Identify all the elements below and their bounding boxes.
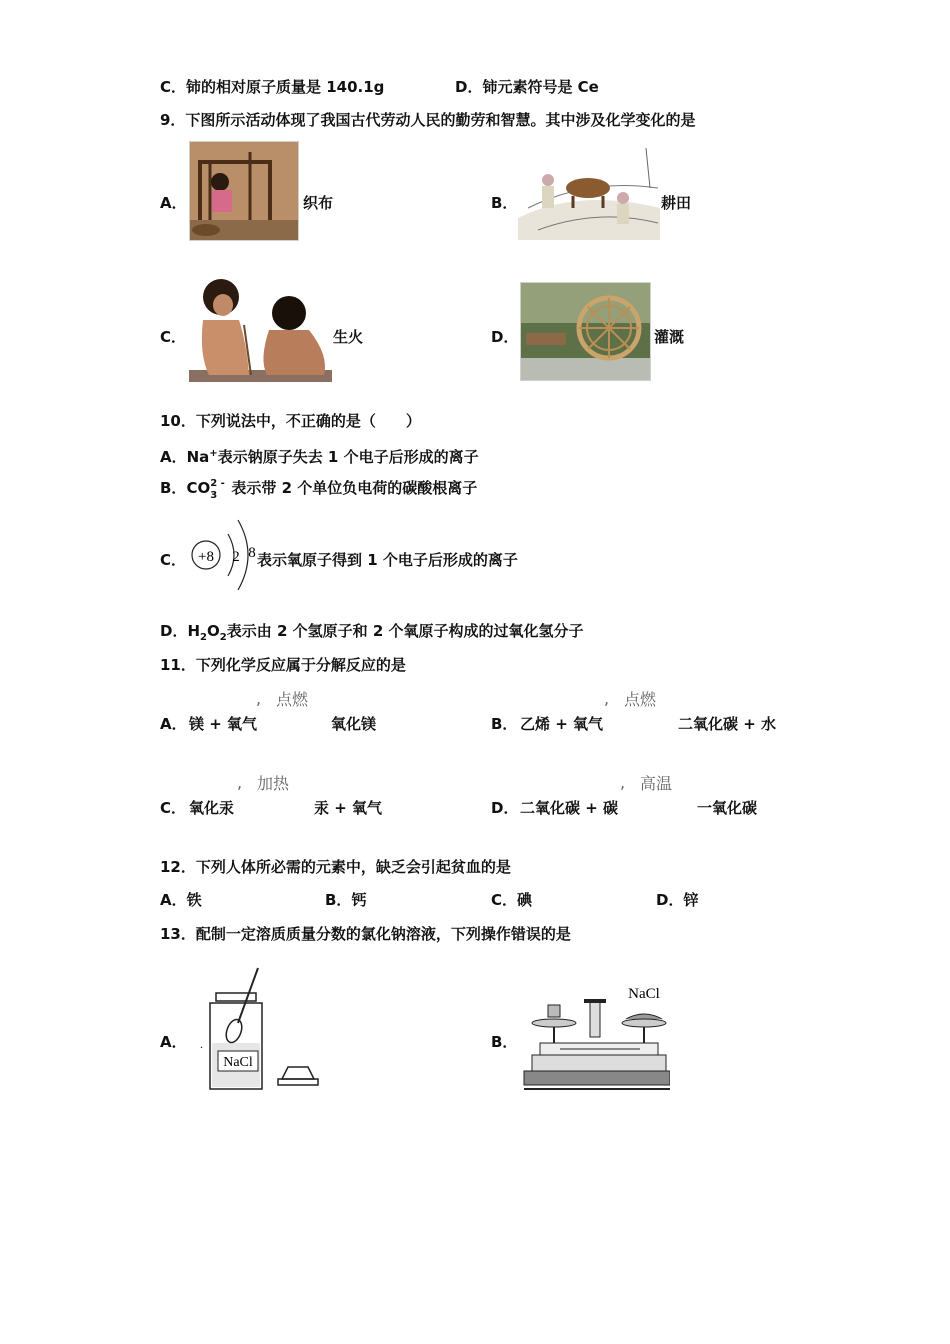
q8-option-c: C．铈的相对原子质量是 140.1g <box>160 78 385 96</box>
subscript: 2 <box>200 632 207 643</box>
q12-stem: 12．下列人体所必需的元素中，缺乏会引起贫血的是 <box>160 858 511 876</box>
chem-formula: Na <box>186 448 210 466</box>
q10-letter-c: C． <box>160 551 187 569</box>
q10-stem: 10．下列说法中，不正确的是（ ） <box>160 412 421 430</box>
pan-label: NaCl <box>628 986 660 1002</box>
shell-2-electrons: 8 <box>248 545 256 561</box>
q11-stem: 11．下列化学反应属于分解反应的是 <box>160 656 406 674</box>
chem-formula: O <box>206 622 220 640</box>
q12-option-a: A．铁 <box>160 891 202 909</box>
svg-text:.: . <box>200 1037 203 1051</box>
oxygen-ion-structure-diagram <box>188 512 260 592</box>
weaving-image <box>189 141 299 241</box>
q9-label-c: 生火 <box>333 328 364 346</box>
q11-letter-b: B． <box>491 715 518 733</box>
q12-option-d: D．锌 <box>656 891 699 909</box>
q11-a-condition: 点燃 <box>276 690 309 709</box>
q11-letter-d: D． <box>491 799 519 817</box>
q11-b-reactants: 乙烯 + 氧气 <box>520 715 604 733</box>
q10-option-c-text: 表示氧原子得到 1 个电子后形成的离子 <box>257 551 518 569</box>
chem-formula: H <box>187 622 201 640</box>
q9-letter-c: C． <box>160 328 187 346</box>
reaction-arrow-mark: , <box>620 773 626 792</box>
q9-letter-a: A． <box>160 194 187 212</box>
nucleus-charge: +8 <box>198 549 214 565</box>
option-text: 表示带 2 个单位负电荷的碳酸根离子 <box>226 479 478 497</box>
q11-d-condition: 高温 <box>640 774 673 793</box>
chem-formula: CO <box>186 479 211 497</box>
q12-option-c: C．碘 <box>491 891 533 909</box>
subscript: 2 <box>219 632 227 643</box>
q11-b-condition: 点燃 <box>624 690 657 709</box>
q11-c-condition: 加热 <box>257 774 290 793</box>
q13-letter-a: A． <box>160 1033 187 1051</box>
q13-letter-b: B． <box>491 1033 518 1051</box>
balance-scale-diagram <box>520 981 670 1093</box>
q10-option-a <box>160 444 479 467</box>
q9-stem: 9．下图所示活动体现了我国古代劳动人民的勤劳和智慧。其中涉及化学变化的是 <box>160 111 696 129</box>
q11-d-products: 一氧化碳 <box>697 799 758 817</box>
q11-c-reactants: 氧化汞 <box>189 799 235 817</box>
q10-option-b <box>160 478 478 501</box>
option-text: 表示由 2 个氢原子和 2 个氧原子构成的过氧化氢分子 <box>226 622 584 640</box>
ion-charge: 2 - <box>210 478 225 489</box>
reaction-arrow-mark: , <box>237 773 243 792</box>
q11-c-products: 汞 + 氧气 <box>314 799 383 817</box>
q9-label-b: 耕田 <box>661 194 692 212</box>
q13-stem: 13．配制一定溶质质量分数的氯化钠溶液，下列操作错误的是 <box>160 925 571 943</box>
q12-option-b: B．钙 <box>325 891 367 909</box>
shell-1-electrons: 2 <box>232 549 240 565</box>
fire-making-image <box>189 275 332 382</box>
reaction-arrow-mark: , <box>256 689 262 708</box>
q9-letter-b: B． <box>491 194 518 212</box>
q11-d-reactants: 二氧化碳 + 碳 <box>520 799 619 817</box>
q11-letter-a: A． <box>160 715 187 733</box>
option-letter: D． <box>160 622 188 640</box>
subscript: 3 <box>210 490 218 501</box>
option-letter: B． <box>160 479 187 497</box>
ion-charge: + <box>209 448 218 459</box>
waterwheel-image <box>520 282 651 381</box>
q10-option-d <box>160 621 583 648</box>
q11-a-reactants: 镁 + 氧气 <box>189 715 258 733</box>
reaction-arrow-mark: , <box>604 689 610 708</box>
q9-label-d: 灌溉 <box>654 328 685 346</box>
jar-label: NaCl <box>223 1055 253 1070</box>
option-letter: A． <box>160 448 187 466</box>
plowing-image <box>518 148 660 240</box>
q11-letter-c: C． <box>160 799 187 817</box>
reagent-jar-diagram <box>196 963 322 1093</box>
q9-label-a: 织布 <box>303 194 334 212</box>
q9-letter-d: D． <box>491 328 519 346</box>
option-text: 表示钠原子失去 1 个电子后形成的离子 <box>217 448 479 466</box>
q8-option-d: D．铈元素符号是 Ce <box>455 78 599 96</box>
q11-a-products: 氧化镁 <box>331 715 377 733</box>
q11-b-products: 二氧化碳 + 水 <box>678 715 777 733</box>
